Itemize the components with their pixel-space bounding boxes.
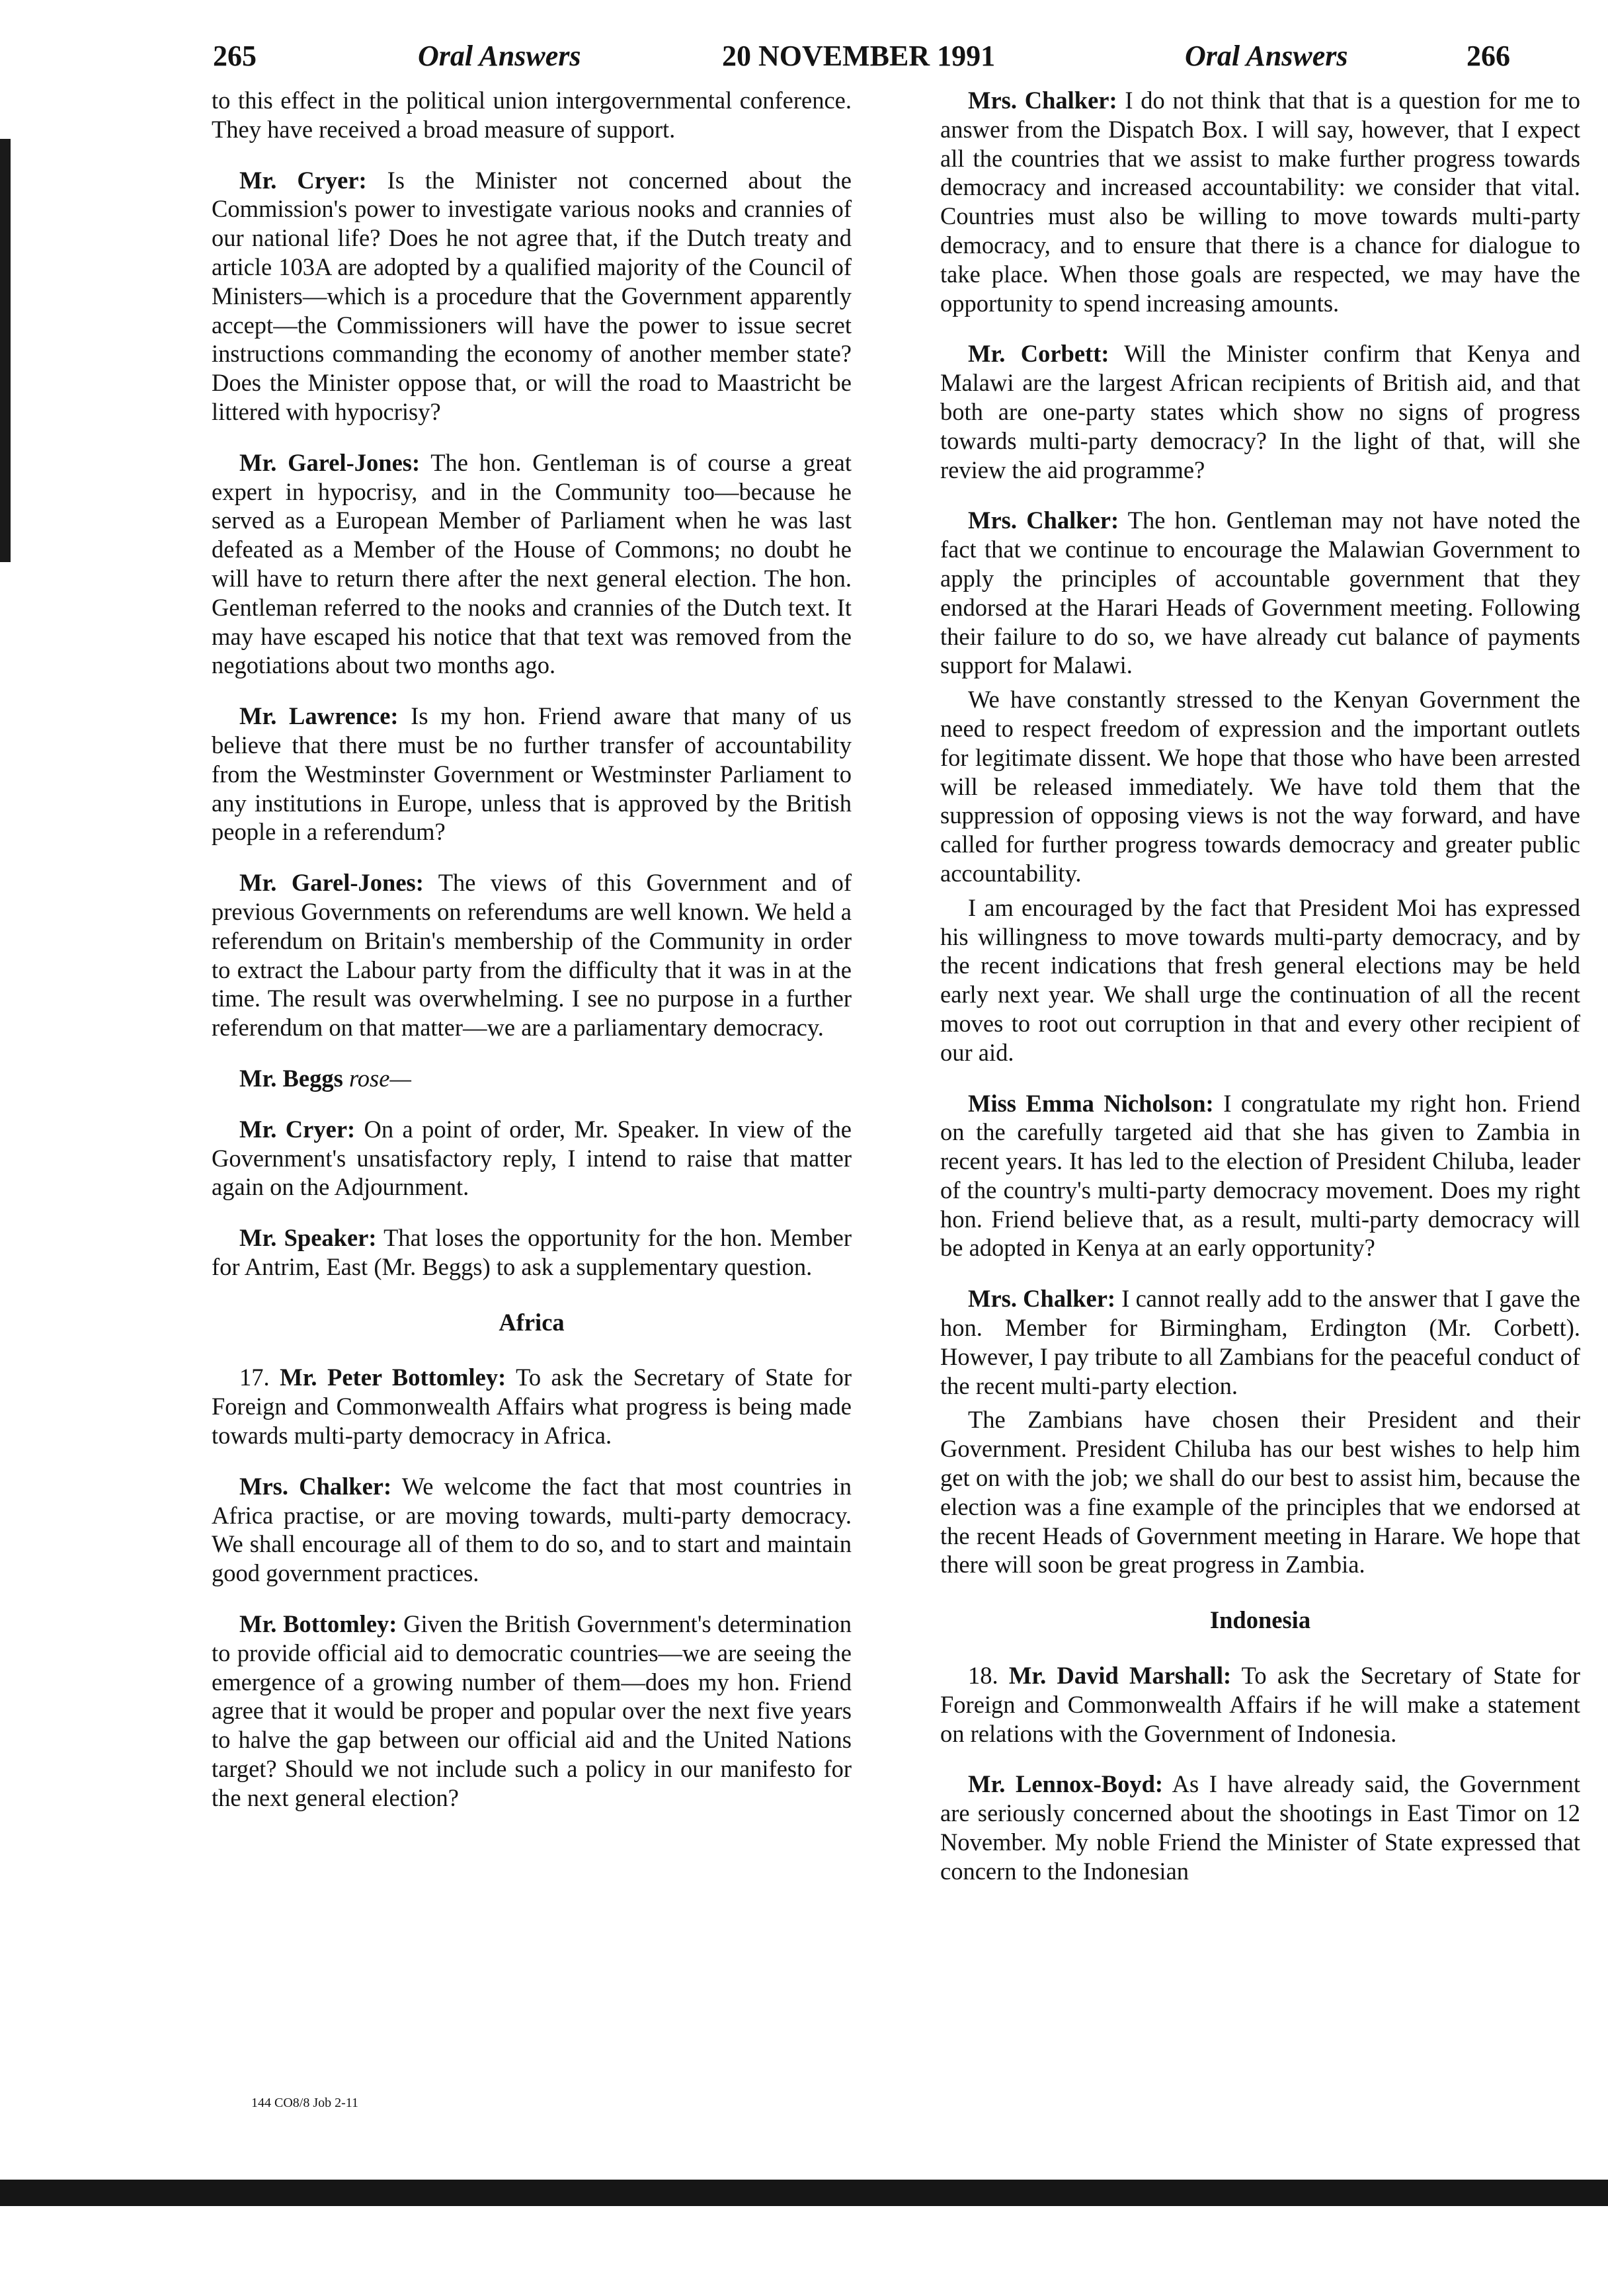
paragraph [940,339,1580,484]
running-head-right: Oral Answers [1185,40,1348,72]
question-number: 18. [968,1662,1009,1690]
speaker-name: Mr. Garel-Jones: [239,448,421,476]
paragraph [212,702,852,846]
speaker-name: Mr. Cryer: [239,166,367,194]
speech-text: The views of this Government and of previous Governments on referendums are well known. We held a referendum on Britain's membership of the Community in order to extract the Labour party from the difficulty that it was in at the time. The result was overwhelming. I see no purpose in a further referendum on that matter—we are a parliamentary democracy. [212,869,852,1042]
speech-text: On a point of order, Mr. Speaker. In view of the Government's unsatisfactory reply, I intend to raise that matter again on the Adjournment. [212,1115,852,1201]
paragraph [212,1064,852,1093]
speaker-name: Mrs. Chalker: [239,1472,392,1500]
speaker-name: Mr. Bottomley: [239,1610,397,1638]
paragraph [940,1089,1580,1263]
speech-text: I do not think that that is a question for me to answer from the Dispatch Box. I will say, however, that I expect all the countries that we assist to make further progress towards democracy and increased accountability: we consider that vital. Countries must also be willing to move towards multi-party democracy, and to ensure that there is a chance for dialogue to take place. When those goals are respected, we may have the opportunity to spend increasing amounts. [940,87,1580,317]
paragraph-text: to this effect in the political union intergovernmental conference. They have received a broad measure of support. [212,87,852,143]
speech-text: Is the Minister not concerned about the Commission's power to investigate various nooks and crannies of our national life? Does he not agree that, if the Dutch treaty and article 103A are adopted by a qualified majority of the Council of Ministers—which is a procedure that the Government apparently accept—the Commissioners will have the power to issue secret instructions commanding the economy of another member state? Does the Minister oppose that, or will the road to Maastricht be littered with hypocrisy? [212,166,852,425]
speech-text: The hon. Gentleman may not have noted the fact that we continue to encourage the Malawian Government to apply the principles of accountable government that they endorsed at the Harari Heads of Government meeting. Following their failure to do so, we have already cut balance of payments support for Malawi. [940,507,1580,679]
speech-text: Will the Minister confirm that Kenya and Malawi are the largest African recipients of British aid, and that both are one-party states which show no signs of progress towards multi-party democracy? In the light of that, will she review the aid programme? [940,340,1580,483]
question-text: To ask the Secretary of State for Foreign and Commonwealth Affairs if he will make a statement on relations with the Government of Indonesia. [940,1662,1580,1747]
section-heading-africa: Africa [499,1308,565,1336]
question-18 [940,1661,1580,1748]
paragraph [212,868,852,1042]
speaker-name: Mr. Peter Bottomley: [280,1364,506,1391]
print-job-code: 144 CO8/8 Job 2-11 [251,2096,359,2110]
speech-text: I congratulate my right hon. Friend on the carefully targeted aid that she has given to Zambia in recent years. It has led to the election of President Chiluba, leader of the country's multi-party democracy movement. Does my right hon. Friend believe that, as a result, multi-party democracy will be adopted in Kenya at an early opportunity? [940,1089,1580,1262]
speech-text: I am encouraged by the fact that President Moi has expressed his willingness to move towards multi-party democracy, and by the recent indications that fresh general elections may be held early next year. We shall urge the continuation of all the recent moves to root out corruption in that and every other recipient of our aid. [940,893,1580,1066]
page-header [0,26,1608,86]
speaker-name: Mr. Beggs [239,1064,343,1092]
paragraph [940,685,1580,888]
paragraph [940,893,1580,1067]
paragraph [212,1610,852,1813]
question-number: 17. [239,1364,280,1391]
speaker-name: Mr. Speaker: [239,1224,377,1252]
running-head-date: 20 NOVEMBER 1991 [722,40,996,72]
speaker-name: Mr. David Marshall: [1008,1662,1232,1690]
paragraph [940,1770,1580,1885]
speech-text: rose— [342,1064,411,1092]
speaker-name: Mrs. Chalker: [968,87,1117,114]
question-text: To ask the Secretary of State for Foreign and Commonwealth Affairs what progress is being made towards multi-party democracy in Africa. [212,1364,852,1450]
speaker-name: Mr. Corbett: [968,340,1109,368]
speech-text: I cannot really add to the answer that I gave the hon. Member for Birmingham, Erdington (Mr. Corbett). However, I pay tribute to all Zambians for the peaceful conduct of the recent multi-party election. [940,1285,1581,1399]
speech-text: That loses the opportunity for the hon. Member for Antrim, East (Mr. Beggs) to ask a supplementary question. [212,1224,852,1280]
speech-text: Is my hon. Friend aware that many of us believe that there must be no further transfer of accountability from the Westminster Government or Westminster Parliament to any institutions in Europe, unless that is approved by the British people in a referendum? [212,702,852,846]
left-column [212,86,852,1834]
paragraph [940,1405,1580,1579]
paragraph [212,1115,852,1202]
paragraph [212,166,852,427]
speech-text: As I have already said, the Government are seriously concerned about the shootings in East Timor on 12 November. My noble Friend the Minister of State expressed that concern to the Indonesian [940,1770,1580,1885]
speech-text: Given the British Government's determination to provide official aid to democratic countries—we are seeing the emergence of a growing number of them—does my hon. Friend agree that it would be proper and popular over the next five years to halve the gap between our official aid and the United Nations target? Should we not include such a policy in our manifesto for the next general election? [212,1610,852,1811]
speaker-name: Mr. Garel-Jones: [239,869,424,897]
paragraph [212,86,852,144]
paragraph [212,1472,852,1588]
speech-text: We have constantly stressed to the Kenyan Government the need to respect freedom of expression and the important outlets for legitimate dissent. We hope that those who have been arrested will be released immediately. We have told them that the suppression of opposing views is not the way forward, and have called for further progress towards democracy and greater public accountability. [940,686,1580,887]
section-heading-indonesia: Indonesia [1209,1606,1311,1634]
speech-text: We welcome the fact that most countries in Africa practise, or are moving towards, multi-party democracy. We shall encourage all of them to do so, and to start and maintain good government practices. [212,1472,852,1587]
question-17 [212,1363,852,1450]
running-head-left: Oral Answers [418,40,581,72]
speaker-name: Miss Emma Nicholson: [968,1089,1214,1117]
speech-text: The Zambians have chosen their President and their Government. President Chiluba has our best wishes to help him get on with the job; we shall do our best to assist him, because the election was a fine example of the principles that we endorsed at the recent Heads of Government meeting in Harare. We hope that there will soon be great progress in Zambia. [940,1406,1580,1578]
paragraph [940,86,1580,317]
speaker-name: Mrs. Chalker: [968,1285,1116,1313]
paragraph [212,1223,852,1282]
scan-bottom-bar [0,2180,1608,2206]
speech-text: The hon. Gentleman is of course a great expert in hypocrisy, and in the Community too—because he served as a European Member of Parliament when he was last defeated as a Member of the House of Commons; no doubt he will have to return there after the next general election. The hon. Gentleman referred to the nooks and crannies of the Dutch text. It may have escaped his notice that that text was removed from the negotiations about two months ago. [212,448,852,679]
scan-edge-mark [0,139,11,562]
right-column [940,86,1580,1908]
column-number-right: 266 [1467,40,1510,72]
paragraph [212,448,852,680]
speaker-name: Mr. Lawrence: [239,702,399,730]
speaker-name: Mrs. Chalker: [968,507,1119,534]
speaker-name: Mr. Lennox-Boyd: [968,1770,1164,1798]
column-number-left: 265 [213,40,257,72]
paragraph [940,1284,1580,1400]
speaker-name: Mr. Cryer: [239,1115,356,1143]
paragraph [940,506,1580,680]
